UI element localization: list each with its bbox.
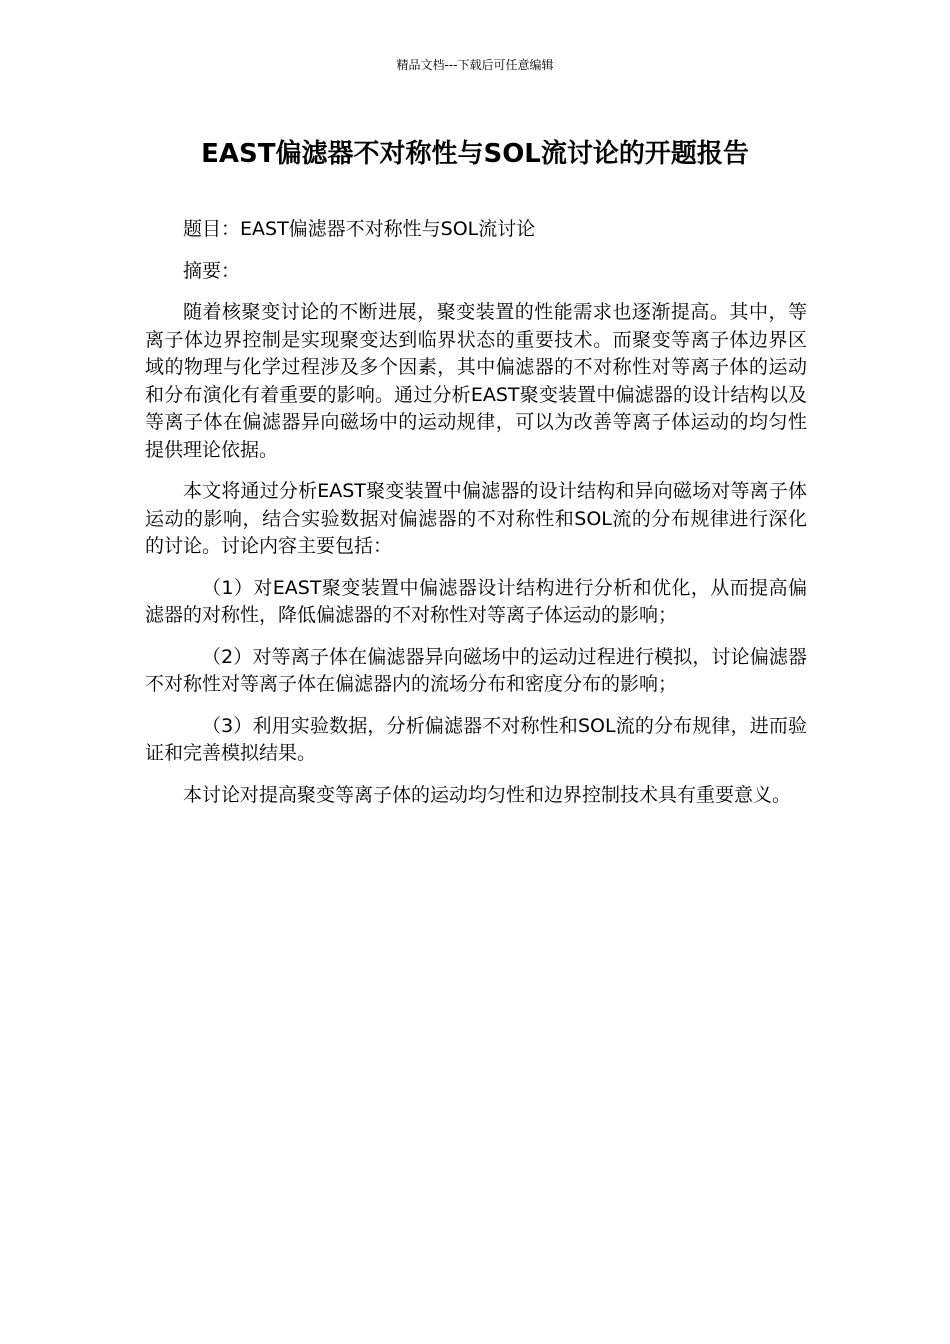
document-body (145, 216, 807, 823)
paragraph: 随着核聚变讨论的不断进展，聚变装置的性能需求也逐渐提高。其中，等离子体边界控制是实现聚变达到临界状态的重要技术。而聚变等离子体边界区域的物理与化学过程涉及多个因素，其中偏滤器的不对称性对等离子体的运动和分布演化有着重要的影响。通过分析EAST聚变装置中偏滤器的设计结构以及等离子体在偏滤器异向磁场中的运动规律，可以为改善等离子体运动的均匀性提供理论依据。 (145, 301, 807, 461)
conclusion-paragraph: 本讨论对提高聚变等离子体的运动均匀性和边界控制技术具有重要意义。 (183, 783, 792, 806)
list-item: （1）对EAST聚变装置中偏滤器设计结构进行分析和优化，从而提高偏滤器的对称性，降低偏滤器的不对称性对等离子体运动的影响； (145, 576, 807, 626)
list-item: （3）利用实验数据，分析偏滤器不对称性和SOL流的分布规律，进而验证和完善模拟结果。 (145, 714, 807, 764)
topic-line: 题目：EAST偏滤器不对称性与SOL流讨论 (183, 218, 536, 240)
list-item: （2）对等离子体在偏滤器异向磁场中的运动过程进行模拟，讨论偏滤器不对称性对等离子体在偏滤器内的流场分布和密度分布的影响； (145, 645, 807, 695)
paragraph: 本文将通过分析EAST聚变装置中偏滤器的设计结构和异向磁场对等离子体运动的影响，结合实验数据对偏滤器的不对称性和SOL流的分布规律进行深化的讨论。讨论内容主要包括： (145, 480, 807, 557)
header-note: 精品文档---下载后可任意编辑 (396, 58, 554, 72)
document-title: EAST偏滤器不对称性与SOL流讨论的开题报告 (201, 139, 749, 169)
abstract-label: 摘要： (183, 259, 241, 282)
